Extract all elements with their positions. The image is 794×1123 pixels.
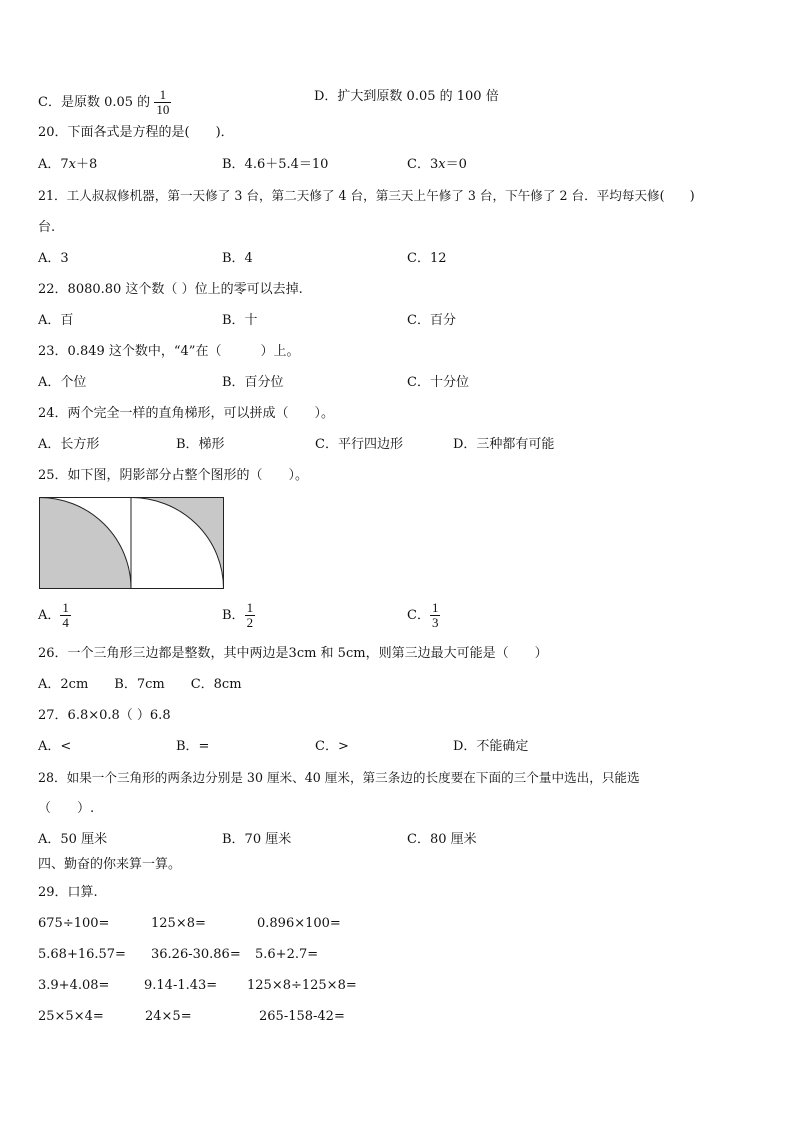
q20-option-b[interactable]: B．4.6＋5.4＝10 <box>222 157 329 172</box>
q27-option-a[interactable]: A．< <box>38 739 72 754</box>
calc-item: 24×5= <box>145 1009 192 1024</box>
q22-stem: 22．8080.80 这个数（ ）位上的零可以去掉. <box>38 282 303 297</box>
calc-item: 0.896×100= <box>257 916 341 931</box>
calc-item: 36.26-30.86= <box>151 947 241 962</box>
q25-option-a[interactable]: A． $\frac{1}{4}$ <box>38 600 69 630</box>
calc-item: 9.14-1.43= <box>144 978 218 993</box>
calc-item: 125×8÷125×8= <box>247 978 357 993</box>
q21-stem-cont: 台. <box>38 220 56 235</box>
q28-option-b[interactable]: B．70 厘米 <box>222 832 292 847</box>
q22-option-c[interactable]: C．百分 <box>407 313 456 328</box>
fraction: $\frac{1}{10}$ <box>156 87 170 117</box>
section-heading: 四、勤奋的你来算一算。 <box>38 857 182 872</box>
q22-option-a[interactable]: A．百 <box>38 313 74 328</box>
q25-option-b[interactable]: B． $\frac{1}{2}$ <box>222 600 254 630</box>
q28-option-a[interactable]: A．50 厘米 <box>38 832 108 847</box>
q21-option-b[interactable]: B．4 <box>222 251 253 266</box>
calc-item: 3.9+4.08= <box>38 978 110 993</box>
q27-option-d[interactable]: D．不能确定 <box>453 739 529 754</box>
q21-option-c[interactable]: C．12 <box>407 251 447 266</box>
q27-stem: 27．6.8×0.8（ ）6.8 <box>38 708 171 723</box>
q19-option-d[interactable]: D．扩大到原数 0.05 的 100 倍 <box>314 89 499 104</box>
q21-option-a[interactable]: A．3 <box>38 251 69 266</box>
calc-item: 265-158-42= <box>259 1009 345 1024</box>
q20-option-c[interactable]: C．3x＝0 <box>407 157 467 172</box>
q19-option-c[interactable]: C．是原数 0.05 的 $\frac{1}{10}$ <box>38 87 170 117</box>
q26-stem: 26．一个三角形三边都是整数，其中两边是3cm 和 5cm，则第三边最大可能是（ ） <box>38 646 548 661</box>
calc-item: 675÷100= <box>38 916 110 931</box>
q29-stem: 29．口算. <box>38 885 98 900</box>
q24-stem: 24．两个完全一样的直角梯形，可以拼成（ ）。 <box>38 406 335 421</box>
q27-option-b[interactable]: B．= <box>176 739 210 754</box>
calc-item: 25×5×4= <box>38 1009 104 1024</box>
q28-stem: 28．如果一个三角形的两条边分别是 30 厘米、40 厘米，第三条边的长度要在下面的三个量中选出，只能选 <box>38 770 640 785</box>
q20-stem: 20．下面各式是方程的是( )． <box>38 125 234 140</box>
q28-stem-cont: （ ）. <box>38 801 95 816</box>
q26-options[interactable]: A．2cm B．7cm C．8cm <box>38 677 242 692</box>
q20-option-a[interactable]: A．7x＋8 <box>38 157 98 172</box>
q21-stem: 21．工人叔叔修机器，第一天修了 3 台，第二天修了 4 台，第三天上午修了 3 台，下午修了 2 台．平均每天修( ) <box>38 188 695 203</box>
calc-item: 125×8= <box>151 916 206 931</box>
q28-option-c[interactable]: C．80 厘米 <box>407 832 477 847</box>
q24-option-b[interactable]: B．梯形 <box>176 437 225 452</box>
q25-option-c[interactable]: C． $\frac{1}{3}$ <box>407 600 439 630</box>
q23-stem: 23．0.849 这个数中，“4”在（ ）上。 <box>38 344 300 359</box>
calc-item: 5.6+2.7= <box>255 947 319 962</box>
q23-option-c[interactable]: C．十分位 <box>407 375 469 390</box>
q22-option-b[interactable]: B．十 <box>222 313 258 328</box>
q25-stem: 25．如下图，阴影部分占整个图形的（ ）。 <box>38 468 309 483</box>
q25-shaded-figure <box>39 497 225 590</box>
q24-option-a[interactable]: A．长方形 <box>38 437 100 452</box>
q27-option-c[interactable]: C．> <box>315 739 349 754</box>
q24-option-d[interactable]: D．三种都有可能 <box>453 437 555 452</box>
q23-option-b[interactable]: B．百分位 <box>222 375 284 390</box>
q24-option-c[interactable]: C．平行四边形 <box>315 437 403 452</box>
calc-item: 5.68+16.57= <box>38 947 126 962</box>
q23-option-a[interactable]: A．个位 <box>38 375 87 390</box>
